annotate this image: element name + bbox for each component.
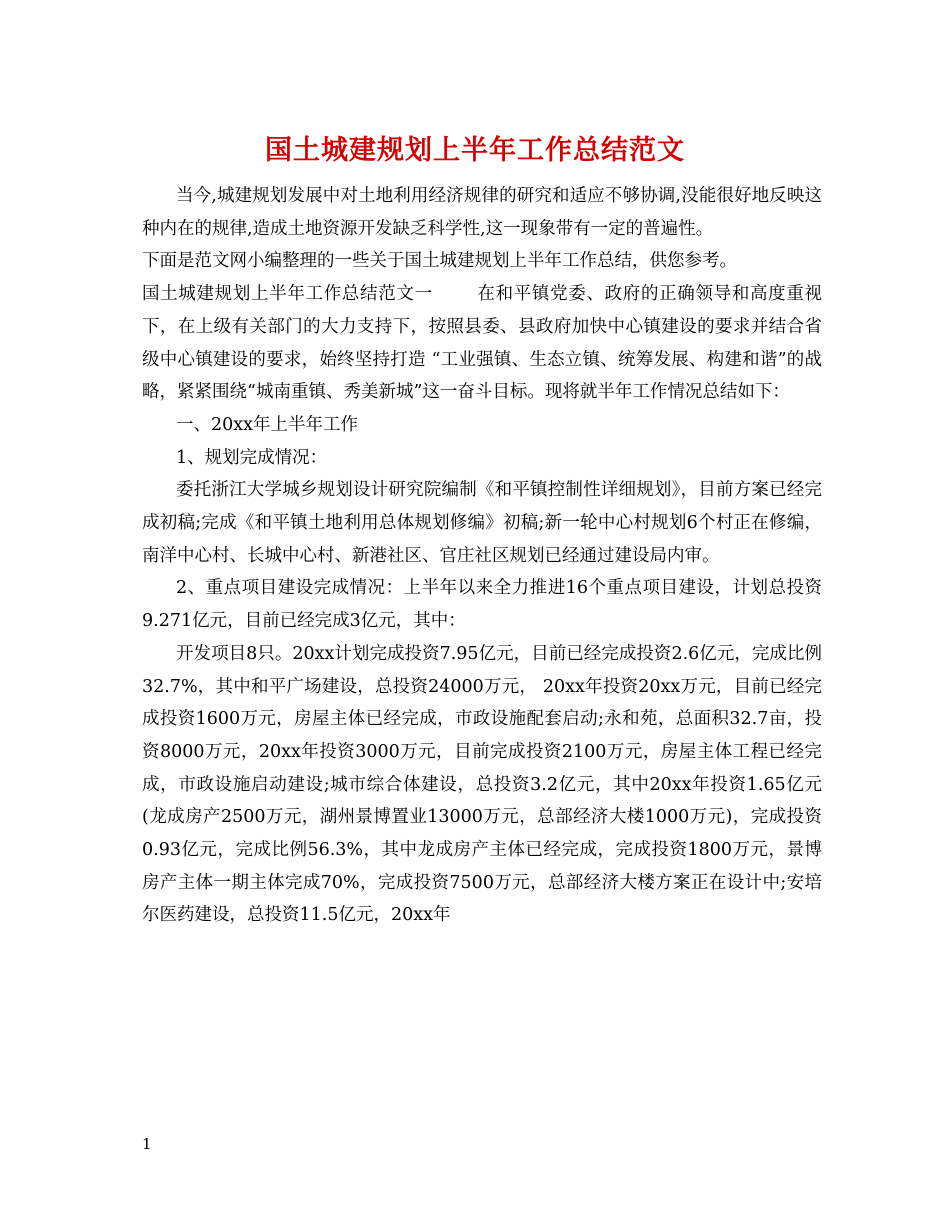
subheading-planning: 1、规划完成情况： — [176, 447, 328, 468]
paragraph-sample-one — [142, 278, 822, 409]
paragraph-planning: 委托浙江大学城乡规划设计研究院编制《和平镇控制性详细规划》，目前方案已经完成初稿;完成《和平镇土地利用总体规划修编》初稿;新一轮中心村规划6个村正在修编，南洋中心村、长城中心村、新港社区、官庄社区规划已经通过建设局内审。 — [142, 480, 822, 566]
document-title: 国土城建规划上半年工作总结范文 — [265, 135, 685, 166]
section-heading-first-half: 一、20xx年上半年工作 — [176, 414, 359, 435]
paragraph-key-projects: 2、重点项目建设完成情况：上半年以来全力推进16个重点项目建设，计划总投资9.271亿元，目前已经完成3亿元，其中： — [142, 578, 822, 632]
paragraph-development-projects: 开发项目8只。20xx计划完成投资7.95亿元，目前已经完成投资2.6亿元，完成比例32.7%，其中和平广场建设，总投资24000万元， 20xx年投资20xx万元，目前已经完成投资1600万元，房屋主体已经完成，市政设施配套启动;永和苑，总面积32.7亩，投资8000万元，20xx年投资3000万元，目前完成投资2100万元，房屋主体工程已经完成，市政设施启动建设;城市综合体建设，总投资3.2亿元，其中20xx年投资1.65亿元(龙成房产2500万元，湖州景博置业13000万元，总部经济大楼1000万元)，完成投资0.93亿元，完成比例56.3%，其中龙成房产主体已经完成，完成投资1800万元，景博房产主体一期主体完成70%，完成投资7500万元，总部经济大楼方案正在设计中;安培尔医药建设，总投资11.5亿元，20xx年 — [142, 643, 822, 926]
sample-body: 在和平镇党委、政府的正确领导和高度重视下，在上级有关部门的大力支持下，按照县委、县政府加快中心镇建设的要求并结合省级中心镇建设的要求，始终坚持打造 “工业强镇、生态立镇、统筹发展、构建和谐”的战略，紧紧围绕“城南重镇、秀美新城”这一奋斗目标。现将就半年工作情况总结如下： — [142, 284, 823, 403]
paragraph-editor-note: 下面是范文网小编整理的一些关于国土城建规划上半年工作总结，供您参考。 — [142, 251, 737, 272]
document-body — [142, 180, 822, 932]
paragraph-intro: 当今,城建规划发展中对土地利用经济规律的研究和适应不够协调,没能很好地反映这种内在的规律,造成土地资源开发缺乏科学性,这一现象带有一定的普遍性。 — [142, 186, 822, 239]
page-number: 1 — [142, 1135, 152, 1153]
sample-heading: 国土城建规划上半年工作总结范文一 — [142, 284, 433, 305]
